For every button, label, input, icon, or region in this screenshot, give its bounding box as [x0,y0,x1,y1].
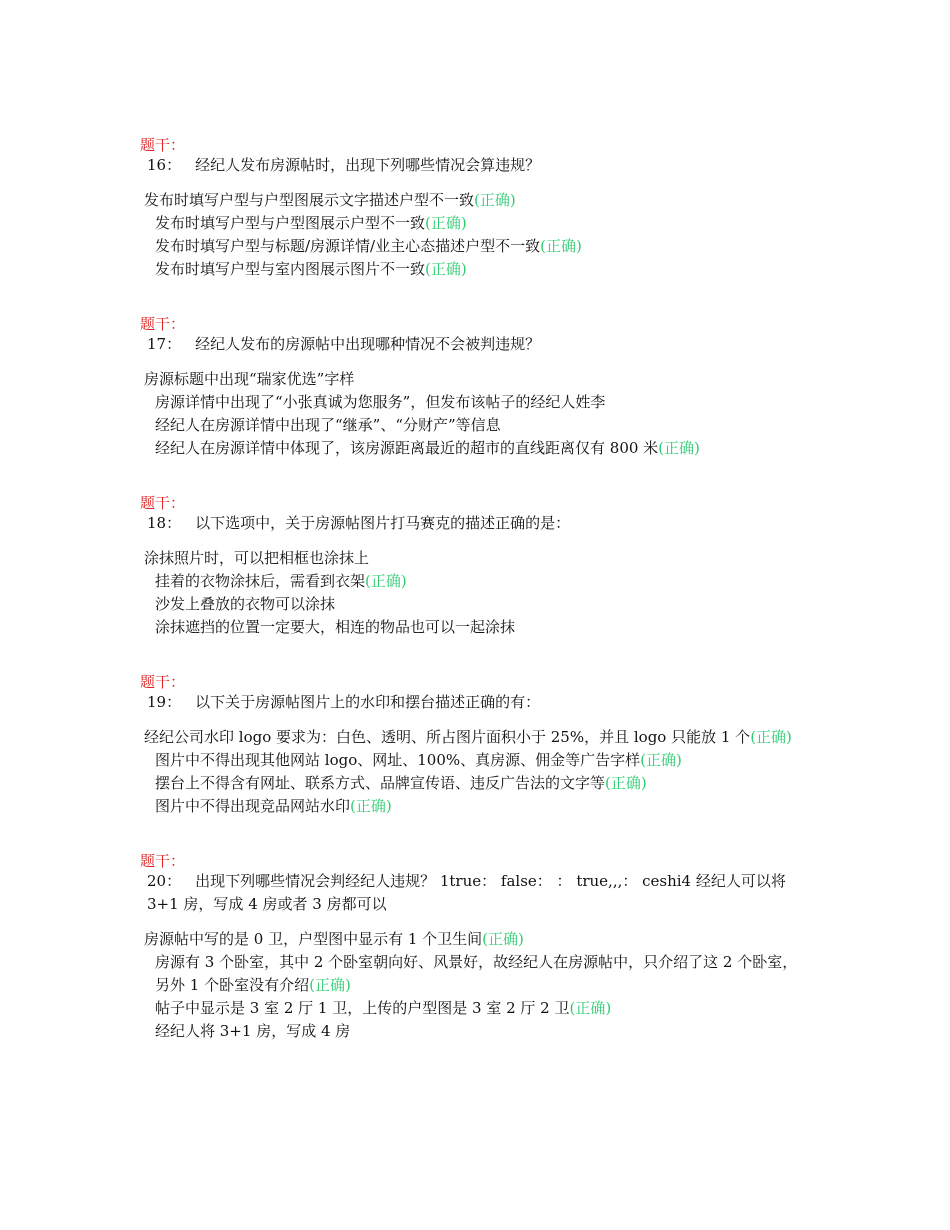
stem-label: 题干： [140,494,186,512]
correct-mark: (正确) [658,439,700,457]
question-text: 经纪人发布的房源帖中出现哪种情况不会被判违规？ [195,335,541,353]
question-20 [140,852,805,1043]
option-text: 图片中不得出现其他网站 logo、网址、100%、真房源、佣金等广告字样 [155,751,641,769]
question-stem [140,691,805,714]
question-text: 以下关于房源帖图片上的水印和摆台描述正确的有： [195,693,541,711]
question-text: 以下选项中，关于房源帖图片打马赛克的描述正确的是： [195,514,571,532]
stem-label: 题干： [140,673,186,691]
question-number: 18： [147,514,182,532]
option-item [140,795,805,818]
question-number: 20： [147,872,182,890]
correct-mark: (正确) [425,260,467,278]
correct-mark: (正确) [605,774,647,792]
option-text: 发布时填写户型与标题/房源详情/业主心态描述户型不一致 [155,237,541,255]
option-text: 帖子中显示是 3 室 2 厅 1 卫，上传的户型图是 3 室 2 厅 2 卫 [155,999,570,1017]
question-stem [140,154,805,177]
correct-mark: (正确) [569,999,612,1017]
correct-mark: (正确) [540,237,582,255]
question-stem [140,870,805,916]
option-text: 经纪人在房源详情中体现了，该房源距离最近的超市的直线距离仅有 800 米 [155,439,659,457]
option-item [140,391,805,414]
correct-mark: (正确) [482,930,524,948]
question-stem [140,333,805,356]
question-number: 16： [147,156,182,174]
option-item [140,616,805,639]
question-17 [140,315,805,460]
option-item [140,368,805,391]
option-item [140,189,805,212]
option-item [140,749,805,772]
option-item [140,997,805,1020]
option-item [140,414,805,437]
exam-document [140,136,805,1077]
option-text: 经纪人在房源详情中出现了“继承”、“分财产”等信息 [155,416,501,434]
option-text: 摆台上不得含有网址、联系方式、品牌宣传语、违反广告法的文字等 [155,774,606,792]
option-list [140,928,805,1043]
question-text: 出现下列哪些情况会判经纪人违规？ 1true： false： ： true,,,： ceshi4 经纪人可以将 3+1 房，写成 4 房或者 3 房都可以 [147,872,786,913]
option-item [140,235,805,258]
correct-mark: (正确) [425,214,467,232]
question-16 [140,136,805,281]
stem-label: 题干： [140,136,186,154]
question-19 [140,673,805,818]
option-item [140,437,805,460]
option-text: 房源详情中出现了“小张真诚为您服务”，但发布该帖子的经纪人姓李 [155,393,606,411]
option-text: 经纪人将 3+1 房，写成 4 房 [155,1022,351,1040]
correct-mark: (正确) [365,572,407,590]
option-list [140,726,805,818]
option-list [140,547,805,639]
question-number: 17： [147,335,182,353]
option-item [140,547,805,570]
option-list [140,189,805,281]
option-item [140,772,805,795]
question-18 [140,494,805,639]
option-item [140,928,805,951]
correct-mark: (正确) [309,976,351,994]
question-stem [140,512,805,535]
option-item [140,1020,805,1043]
correct-mark: (正确) [640,751,682,769]
option-item [140,726,805,749]
correct-mark: (正确) [750,728,792,746]
option-text: 沙发上叠放的衣物可以涂抹 [155,595,336,613]
option-text: 房源有 3 个卧室，其中 2 个卧室朝向好、风景好，故经纪人在房源帖中，只介绍了这 2 个卧室，另外 1 个卧室没有介绍 [155,953,798,994]
question-text: 经纪人发布房源帖时，出现下列哪些情况会算违规？ [195,156,541,174]
option-text: 发布时填写户型与户型图展示文字描述户型不一致 [144,191,475,209]
option-text: 经纪公司水印 logo 要求为：白色、透明、所占图片面积小于 25%，并且 logo 只能放 1 个 [144,728,751,746]
option-text: 图片中不得出现竞品网站水印 [155,797,351,815]
option-text: 房源标题中出现“瑞家优选”字样 [144,370,355,388]
stem-label: 题干： [140,315,186,333]
option-text: 房源帖中写的是 0 卫，户型图中显示有 1 个卫生间 [144,930,483,948]
option-item [140,570,805,593]
option-text: 涂抹遮挡的位置一定要大，相连的物品也可以一起涂抹 [155,618,516,636]
option-text: 发布时填写户型与室内图展示图片不一致 [155,260,426,278]
stem-label: 题干： [140,852,186,870]
option-text: 发布时填写户型与户型图展示户型不一致 [155,214,426,232]
option-list [140,368,805,460]
option-text: 涂抹照片时，可以把相框也涂抹上 [144,549,370,567]
option-item [140,951,805,997]
correct-mark: (正确) [350,797,392,815]
option-item [140,212,805,235]
correct-mark: (正确) [474,191,516,209]
question-number: 19： [147,693,182,711]
option-text: 挂着的衣物涂抹后，需看到衣架 [155,572,366,590]
option-item [140,593,805,616]
option-item [140,258,805,281]
